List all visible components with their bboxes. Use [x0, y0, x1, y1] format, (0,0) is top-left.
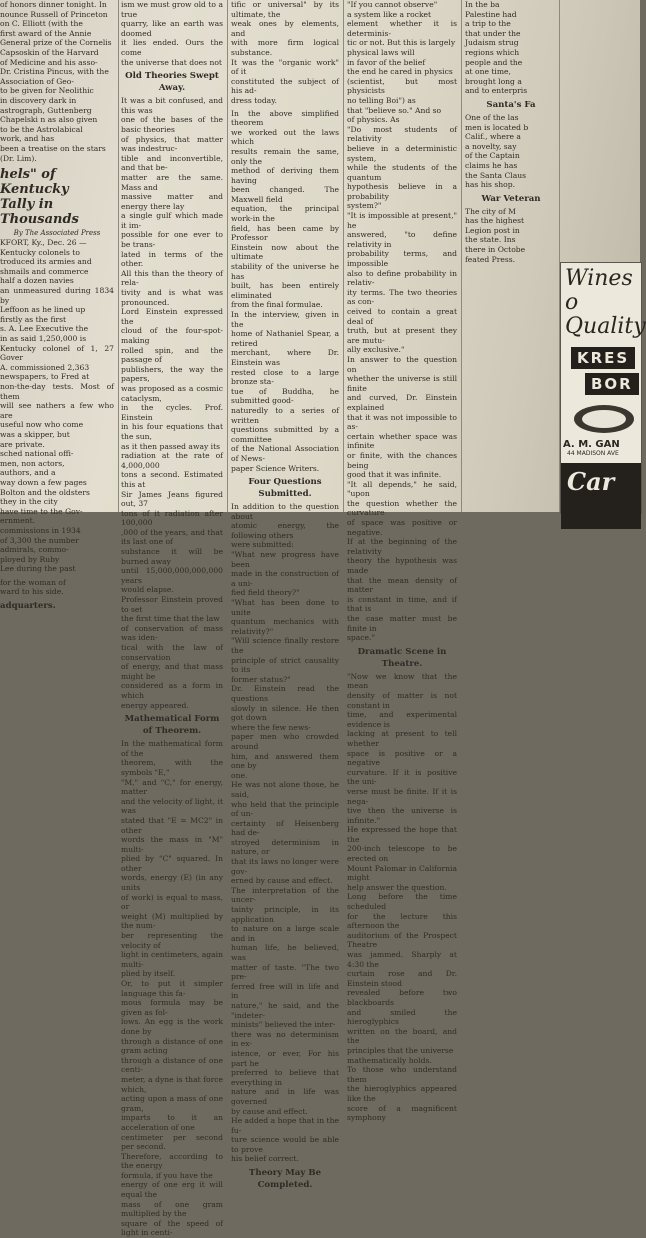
santas-subhead: Santa's Fa	[486, 99, 536, 110]
theory-completed-subhead: Theory May Be Completed.	[248, 1168, 322, 1191]
column-2	[121, 0, 223, 1238]
ad-bottle-icon	[569, 399, 639, 439]
ad-car-text: Car	[567, 467, 615, 496]
column-left-top-text: of honors dinner tonight. In nounce Russell of Princeton on C. Elliott (with the first award of the Annie General prize of the Cornelis Capsoskin of the Harvard of Medicine and his asso- Dr. Cristina Pincus, with the Association of Geo- to be given for Neolithic in discovery dark in astrograph, Guttenberg Chapelski n as also given to be the Astrolabical work, and has been a treatise on the stars (Dr. Lim).	[0, 0, 112, 163]
column-4	[347, 0, 457, 1123]
ad-kres-label: KRES	[571, 347, 635, 369]
column-3-top-text: tific or universal" by its ultimate, the weak ones by elements, and with more firm logical substance. It was the "organic work" of it constituted the subject of his ad- dress today.	[231, 0, 339, 105]
kentucky-dateline: KFORT, Ky., Dec. 26 —	[0, 238, 87, 248]
ad-store-name: A. M. GAN	[563, 439, 620, 450]
old-theories-subhead: Old Theories Swept Away.	[125, 71, 219, 94]
column-5-top-text: In the ba Palestine had a trip to the that under the Judaism strug regions which people and the at one time, brought long a and to enterpris	[465, 0, 528, 96]
column-left-bottom-text-1: for the woman of ward to his side.	[0, 577, 66, 597]
mathematical-form-subhead: Mathematical Form of Theorem.	[124, 714, 220, 737]
old-theories-body: It was a bit confused, and this was one of the bases of the basic theories of physics, that matter was indestruc- tible and inconvertible, and that be- matter are the same. Mass and massive matter and energy there lay a single gulf which made it im- possible for one ever to be trans- lated in terms of the other. All this than the theory of rela- tivity and is what was pronounced. Lord Einstein expressed the cloud of the four-spot-making rolled spin, and the passage of publishers, the way the papers, was proposed as a cosmic cataclysm, in the cycles. Prof. Einstein in his four equations that the sun, as it then passed away its radiation at the rate of 4,000,000 tons a second. Estimated this at Sir James Jeans figured out, 37 tons of it radiation after 100,000 ,000 of the years, and that its last one of substance it will be burned away until 15,000,000,000,000 years would elapse. Professor Einstein proved to set the first time that the law of conservation of mass was iden- tical with the law of conservation of energy, and that mass might be considered as a form in which energy appeared.	[121, 96, 223, 710]
dramatic-scene-subhead: Dramatic Scene in Theatre.	[357, 646, 447, 669]
war-veteran-subhead: War Veteran	[481, 193, 541, 204]
four-questions-subhead: Four Questions Submitted.	[248, 477, 322, 500]
war-veteran-body: The city of M has the highest Legion post in the state. Ins there in Octobe feated Press.	[465, 206, 526, 264]
santas-body: One of the las men is located b Calif., where a a novelty, say of the Captain claims he has the Santa Claus has his shop.	[465, 112, 529, 190]
ad-store-address: 44 MADISON AVE	[567, 450, 619, 457]
column-rule-4	[461, 0, 462, 512]
column-5	[465, 0, 557, 512]
ad-wines-line-2: Quality	[565, 314, 646, 339]
column-rule-1	[118, 0, 119, 512]
mathematical-form-body: In the mathematical form of the theorem, with the symbols "E," "M," and "C," for energy, matter and the velocity of light, it was stated that "E = MC2" in other words the mass in "M" multi- plied by "C" squared. In other words, energy (E) (in any units of work) is equal to mass, or weight (M) multiplied by the num- ber representing the velocity of light in centimeters, again multi- plied by itself. Or, to put it simpler language this fa- mous formula may be given as fol- lows. An egg is the work done by through a distance of one gram acting through a distance of one centi- meter, a dyne is that force which, acting upon a mass of one gram, imparts to it an acceleration of one centimeter per second per second. Therefore, according to the energy formula, if you have the energy of one erg it will equal the mass of one gram multiplied by the square of the speed of light in centi-	[121, 739, 223, 1238]
dramatic-scene-body: "Now we know that the mean density of matter is not constant in time, and experimental evidence is lacking at present to tell whether space is positive or a negative curvature. If it is positive the uni- verse must be finite. If it is nega- tive then the universe is infinite." He expressed the hope that the 200-inch telescope to be erected on Mount Palomar in California might help answer the question. Long before the time scheduled for the lecture this afternoon the auditorium of the Prospect Theatre was jammed. Sharply at 4:30 the curtain rose and Dr. Einstein stood revealed before two blackboards and smiled the hieroglyphics written on the board, and the principles that the universe mathematically holds. To those who understand them the hieroglyphics appeared like the score of a magnificent symphony	[347, 671, 457, 1123]
column-rule-3	[343, 0, 344, 512]
column-3-body-1: In the above simplified theorem we worked out the laws which results remain the same, only the method of deriving them having been changed. The Maxwell field equation, the principal work-in the field, has been came by Professor Einstein now about the ultimate stability of the universe he has built, has been entirely eliminated from the final formulae. In the interview, given in the home of Nathaniel Spear, a retired merchant, where Dr. Einstein was rested close to a large bronze sta- tue of Buddha, he submitted good- naturedly to a series of written questions submitted by a committee of the National Association of News- paper Science Writers.	[231, 108, 339, 473]
ad-bor-label: BOR	[585, 373, 639, 395]
column-3	[231, 0, 339, 1191]
ad-car-panel	[561, 463, 641, 529]
kentucky-headline: hels" of Kentucky Tally in Thousands	[0, 167, 79, 228]
column-4-top-text: "If you cannot observe" a system like a rocket element whether it is determinis- tic or not. But this is largely physical laws will in favor of the belief the end he cared in physics (scientist, but most physicists no telling Boi") as that "believe so." And so of physics. As "Do most students of relativity believe in a deterministic system, while the students of the quantum hypothesis believe in a probability system?" "It is impossible at present," he answered, "to define relativity in probability terms, and impossible also to define probability in relativ- ity terms. The two theories as con- ceived to contain a great deal of truth, but at present they are mutu- ally exclusive." In answer to the question on whether the universe is still finite and curved, Dr. Einstein explained that it was not impossible to as- certain whether space was infinite or finite, with the chances being good that it was infinite. "It all depends," he said, "upon the question whether the curvature of space was positive or negative. If at the beginning of the relativity theory the hypothesis was made that the mean density of matter is constant in time, and if that is the case matter must be finite in space."	[347, 0, 457, 643]
headquarters-subhead: adquarters.	[0, 601, 56, 612]
column-2-top-text: ism we must grow old to a true quarry, like an earth was doomed it lies ended. Ours the come the universe that does not	[121, 0, 223, 67]
column-rule-2	[227, 0, 228, 512]
four-questions-body: In addition to the question about atomic energy, the following others were submitted: "What new progress have been made in the construction of a uni- fied field theory?" "What has been done to unite quantum mechanics with relativity?" "Will science finally restore the principle of strict causality to its former status?" Dr. Einstein read the questions slowly in silence. He then got down where the few news- paper men who crowded around him, and answered them one by one. He was not alone those, he said, who held that the principle of un- certainty of Heisenberg had de- stroyed determinism in nature, or that its laws no longer were gov- erned by cause and effect. The interpretation of the uncer- tainty principle, in its application to nature on a large scale and in human life, he believed, was matter of taste. "The two pre- ferred free will in life and in nature," he said, and the "indeter- minists" believed the inter- there was no determinism in ex- istence, or ever, For his part he preferred to believe that everything in nature and in life was governed by cause and effect. He added a hope that in the fu- ture science would be able to prove his belief correct.	[231, 502, 339, 1164]
wine-advertisement	[560, 262, 646, 514]
column-left	[0, 0, 114, 612]
ad-wines-line-1: Wines o	[565, 266, 633, 315]
kentucky-article-body: Kentucky colonels to troduced its armies and shmails and commerce half a dozen navies an unmeasured during 1834 by Leffoon as he lined up firstly as the first s. A. Lee Executive the in as said 1,250,000 is Kentucky colonel of 1, 27 Gover A. commissioned 2,363 newspapers, to Fred at non-the-day tests. Most of them will see nathers a few who are useful now who come was a skipper, but are private. sched national offi- men, non actors, authors, and a way down a few pages Bolton and the oldsters they in the city have time to the Gov- ernment. commissions in 1934 of 3,300 the number admirals, commo- ployed by Ruby Lee during the past	[0, 247, 114, 574]
associated-press-credit: By The Associated Press	[13, 229, 101, 238]
